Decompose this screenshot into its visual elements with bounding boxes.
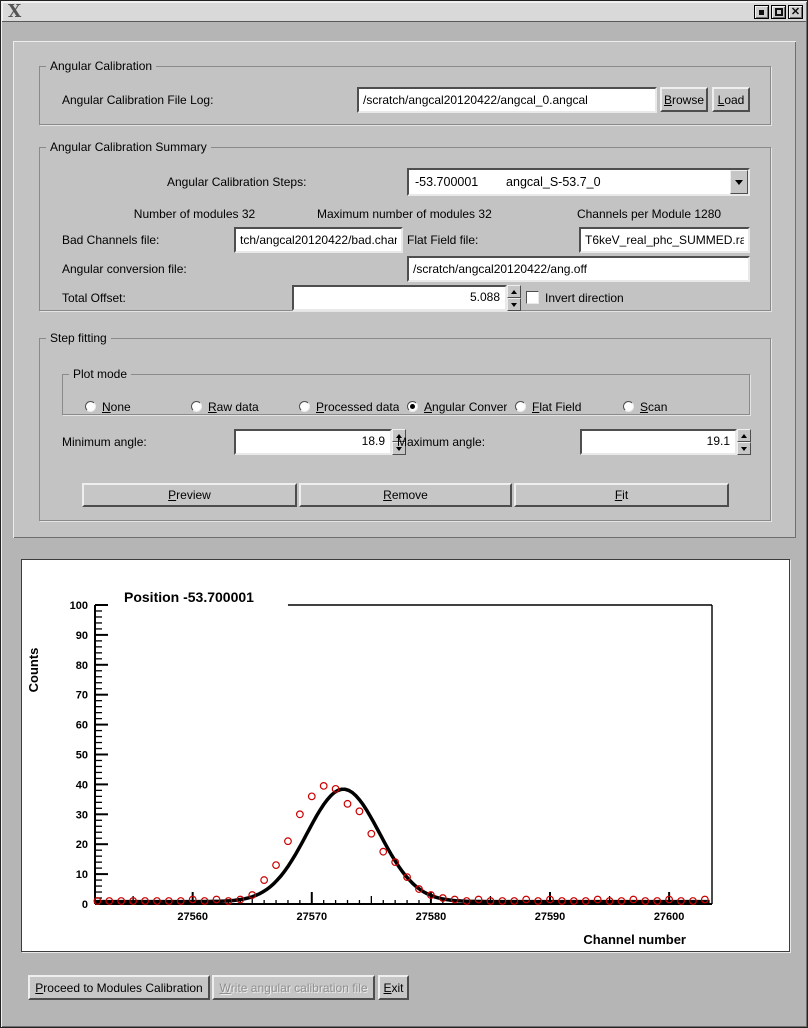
minimize-button[interactable] bbox=[754, 5, 769, 19]
titlebar[interactable] bbox=[2, 2, 806, 22]
arrow-up-icon bbox=[741, 434, 747, 438]
svg-text:27560: 27560 bbox=[177, 911, 208, 923]
svg-text:70: 70 bbox=[75, 689, 88, 702]
svg-text:Channel number: Channel number bbox=[583, 932, 686, 947]
spin-up-button[interactable] bbox=[737, 429, 751, 442]
plot-mode-option-processed-data[interactable] bbox=[299, 399, 399, 415]
radio-icon[interactable] bbox=[85, 401, 96, 412]
plot-mode-option-none[interactable] bbox=[85, 399, 175, 415]
svg-text:0: 0 bbox=[81, 899, 88, 911]
remove-button[interactable]: R emove bbox=[299, 483, 512, 507]
x11-logo-icon: X bbox=[8, 1, 22, 23]
steps-label: Angular Calibration Steps: bbox=[167, 175, 307, 189]
num-modules-text: Number of modules 32 bbox=[133, 207, 256, 221]
svg-text:50: 50 bbox=[75, 749, 88, 762]
svg-text:Counts: Counts bbox=[26, 647, 41, 693]
group-title: Plot mode bbox=[73, 367, 128, 381]
arrow-down-icon bbox=[511, 303, 517, 307]
arrow-down-icon bbox=[741, 447, 747, 451]
radio-icon[interactable] bbox=[407, 401, 418, 412]
invert-direction-label: Invert direction bbox=[545, 291, 624, 305]
combo-dropdown-button[interactable] bbox=[730, 170, 748, 194]
radio-icon[interactable] bbox=[191, 401, 202, 412]
spin-down-button[interactable] bbox=[507, 298, 521, 311]
angular-conversion-input[interactable] bbox=[407, 256, 750, 282]
svg-text:60: 60 bbox=[75, 719, 88, 732]
total-offset-input[interactable]: 5.088 bbox=[292, 285, 507, 311]
plot-mode-option-scan[interactable] bbox=[623, 399, 703, 415]
radio-label: Angular Conver bbox=[424, 400, 508, 414]
chevron-down-icon bbox=[735, 180, 743, 185]
fit-button[interactable]: F it bbox=[514, 483, 729, 507]
controls-panel bbox=[13, 41, 796, 538]
plot-mode-option-raw-data[interactable] bbox=[191, 399, 283, 415]
preview-button[interactable]: P review bbox=[82, 483, 297, 507]
browse-button[interactable]: B rowse bbox=[660, 87, 708, 112]
svg-text:20: 20 bbox=[75, 839, 88, 852]
plot-mode-option-angular-conver[interactable] bbox=[407, 399, 508, 415]
invert-direction-checkbox[interactable] bbox=[526, 291, 539, 304]
radio-label: Flat Field bbox=[532, 400, 582, 414]
max-angle-stepper bbox=[737, 429, 751, 455]
total-offset-stepper bbox=[507, 285, 521, 311]
arrow-up-icon bbox=[511, 290, 517, 294]
calibration-plot bbox=[22, 560, 789, 951]
load-button[interactable]: L oad bbox=[712, 87, 750, 112]
svg-text:27590: 27590 bbox=[534, 911, 566, 923]
total-offset-label: Total Offset: bbox=[62, 291, 126, 305]
maximize-icon bbox=[775, 8, 783, 16]
bad-channels-label: Bad Channels file: bbox=[62, 233, 160, 247]
proceed-modules-button[interactable]: P roceed to Modules Calibration bbox=[28, 975, 210, 1000]
max-angle-label: Maximum angle: bbox=[397, 435, 486, 449]
bad-channels-input[interactable] bbox=[234, 227, 403, 253]
angular-conversion-label: Angular conversion file: bbox=[62, 262, 187, 276]
group-title: Angular Calibration Summary bbox=[50, 140, 207, 154]
write-calibration-button[interactable]: W rite angular calibration file bbox=[212, 975, 375, 1000]
close-button[interactable] bbox=[788, 5, 803, 19]
file-log-label: Angular Calibration File Log: bbox=[62, 93, 214, 107]
radio-icon[interactable] bbox=[299, 401, 310, 412]
plot-mode-option-flat-field[interactable] bbox=[515, 399, 607, 415]
steps-combobox-value: -53.700001 angcal_S-53.7_0 bbox=[415, 175, 601, 189]
max-angle-input[interactable]: 19.1 bbox=[580, 429, 737, 455]
group-step-fitting bbox=[39, 331, 771, 521]
radio-label: Raw data bbox=[208, 400, 259, 414]
group-plot-mode bbox=[62, 367, 750, 415]
svg-text:40: 40 bbox=[75, 779, 88, 792]
group-angular-calibration bbox=[39, 59, 771, 125]
minimize-icon bbox=[759, 10, 764, 15]
radio-label: Scan bbox=[640, 400, 668, 414]
file-log-input[interactable] bbox=[357, 87, 657, 113]
svg-text:10: 10 bbox=[75, 869, 88, 882]
exit-button[interactable]: E xit bbox=[378, 975, 409, 1000]
flat-field-input[interactable] bbox=[579, 227, 750, 253]
channels-per-module-text: Channels per Module 1280 bbox=[576, 207, 722, 221]
svg-text:100: 100 bbox=[69, 600, 88, 612]
radio-icon[interactable] bbox=[623, 401, 634, 412]
svg-text:90: 90 bbox=[75, 629, 88, 642]
spin-down-button[interactable] bbox=[737, 442, 751, 455]
radio-icon[interactable] bbox=[515, 401, 526, 412]
close-icon: ✕ bbox=[790, 5, 801, 18]
max-modules-text: Maximum number of modules 32 bbox=[317, 207, 492, 221]
svg-text:30: 30 bbox=[75, 809, 88, 822]
flat-field-label: Flat Field file: bbox=[407, 233, 479, 247]
svg-text:27580: 27580 bbox=[415, 911, 447, 923]
min-angle-label: Minimum angle: bbox=[62, 435, 147, 449]
maximize-button[interactable] bbox=[771, 5, 786, 19]
radio-label: Processed data bbox=[316, 400, 400, 414]
calibration-plot-panel bbox=[21, 559, 790, 952]
svg-text:27570: 27570 bbox=[296, 911, 328, 923]
steps-combobox[interactable] bbox=[407, 168, 750, 196]
group-title: Step fitting bbox=[50, 331, 107, 345]
min-angle-input[interactable]: 18.9 bbox=[234, 429, 392, 455]
svg-text:80: 80 bbox=[75, 659, 88, 672]
group-calibration-summary bbox=[39, 140, 771, 311]
group-title: Angular Calibration bbox=[50, 59, 153, 73]
svg-text:27600: 27600 bbox=[653, 911, 685, 923]
svg-text:Position -53.700001: Position -53.700001 bbox=[124, 589, 254, 605]
spin-up-button[interactable] bbox=[507, 285, 521, 298]
radio-label: None bbox=[102, 400, 131, 414]
